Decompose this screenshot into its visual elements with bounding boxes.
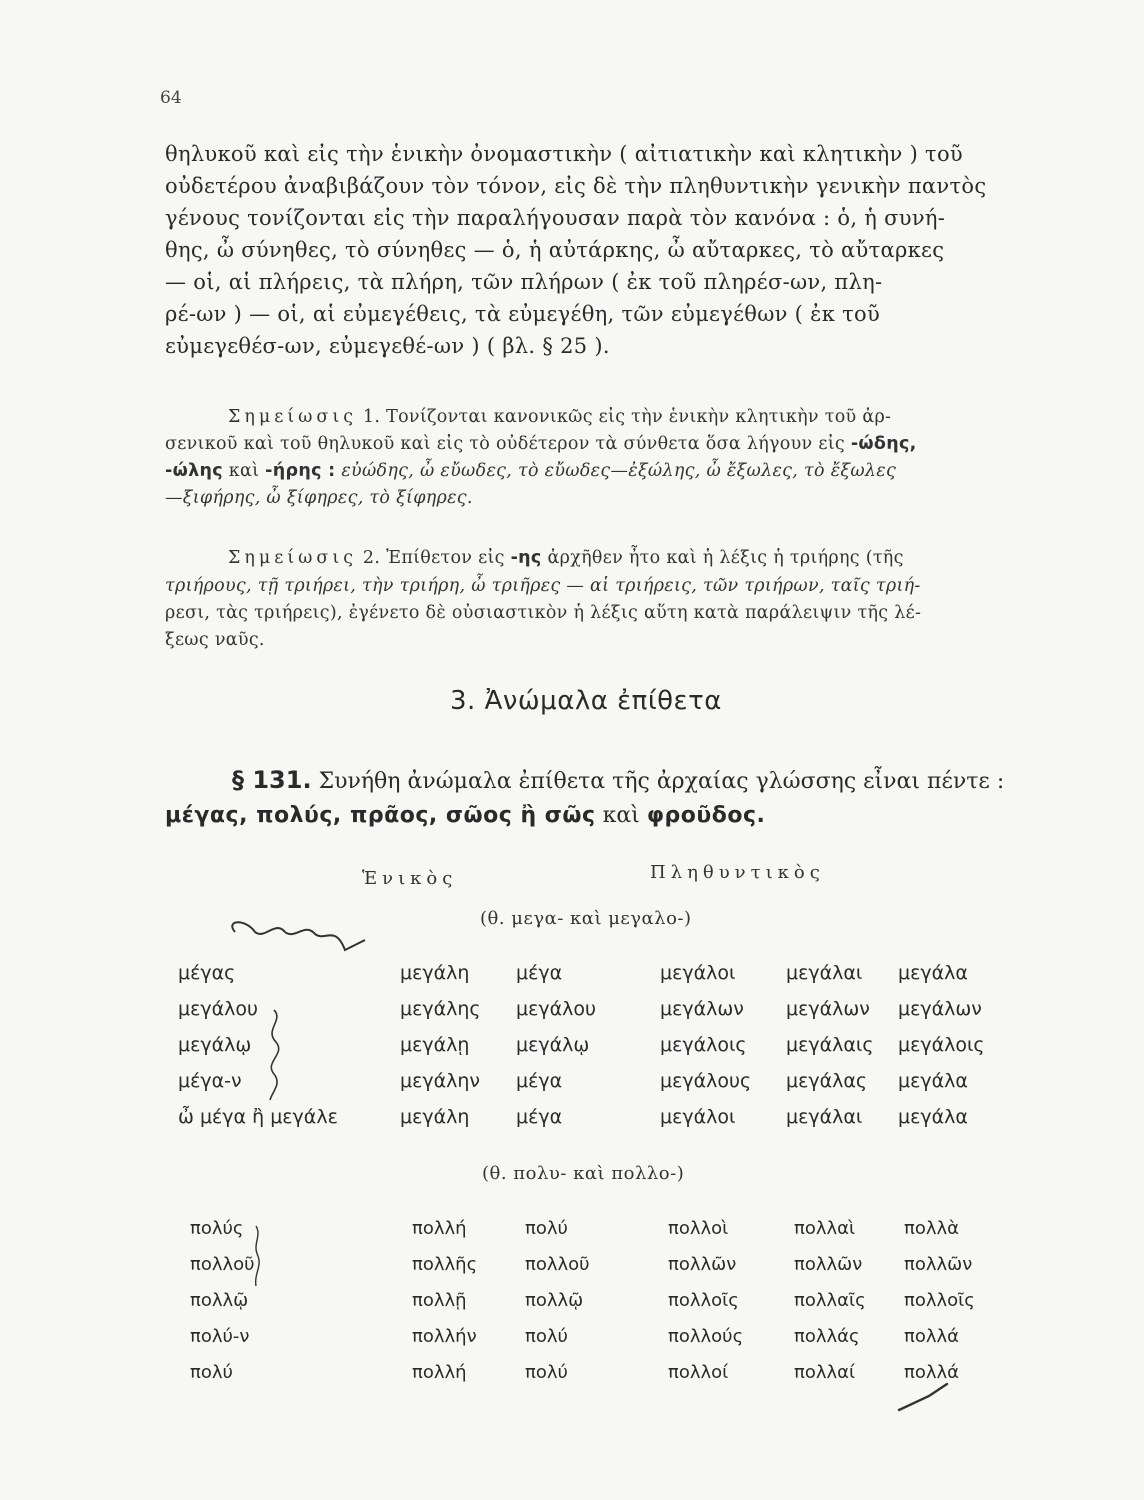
note-text: τριήρους, τῇ τριήρει, τὴν τριήρη, ὦ τριῆρες — αἱ τριήρεις, τῶν τριήρων, ταῖς τριή-: [165, 576, 921, 596]
table-cell: μεγάλων: [786, 998, 870, 1020]
table-cell: μεγάλῳ: [516, 1034, 590, 1056]
table-cell: μεγάλους: [660, 1070, 752, 1092]
intro-line: — οἱ, αἱ πλήρεις, τὰ πλήρη, τῶν πλήρων ( ἐκ τοῦ πληρέσ-ων, πλη-: [165, 270, 883, 294]
note-number: 2.: [362, 548, 381, 568]
table-cell: πολλῷ: [190, 1289, 249, 1311]
intro-line: θηλυκοῦ καὶ εἰς τὴν ἑνικὴν ὀνομαστικὴν ( αἰτιατικὴν καὶ κλητικὴν ) τοῦ: [165, 142, 963, 166]
intro-line: γένους τονίζονται εἰς τὴν παραλήγουσαν παρὰ τὸν κανόνα : ὁ, ἡ συνή-: [165, 206, 946, 230]
table-cell: πολύ: [525, 1325, 568, 1347]
table-cell: μέγα: [516, 1106, 563, 1128]
table-cell: πολλαί: [794, 1361, 856, 1383]
table-cell: πολύ: [525, 1217, 568, 1239]
table-cell: πολλαὶ: [794, 1217, 856, 1239]
note-text: Ἐπίθετον εἰς: [386, 548, 505, 568]
table-cell: μεγάλου: [516, 998, 596, 1020]
intro-paragraph: [165, 138, 1010, 362]
suffix-term: -ώλης: [165, 461, 223, 481]
note-1: [228, 404, 1073, 431]
section-131: [232, 762, 1077, 800]
bracket-mark: [248, 1222, 268, 1292]
table-cell: μεγάλῃ: [400, 1034, 470, 1056]
table-cell: πολλῷ: [525, 1289, 584, 1311]
table-cell: μεγάλα: [898, 1106, 968, 1128]
suffix-term: -ώδης,: [850, 434, 917, 454]
declension-table-polys: [190, 1210, 1004, 1390]
table-cell: πολλάς: [794, 1325, 860, 1347]
table-cell: πολλήν: [412, 1325, 477, 1347]
intro-line: εὐμεγεθέσ-ων, εὐμεγεθέ-ων ) ( βλ. § 25 ).: [165, 334, 610, 358]
table-cell: πολλή: [412, 1217, 467, 1239]
note-text: ξεως ναῦς.: [165, 630, 265, 650]
table-cell: μεγάλαις: [786, 1034, 874, 1056]
table-cell: πολλῶν: [794, 1253, 863, 1275]
table-cell: μέγα: [516, 1070, 563, 1092]
note-2-body: [165, 573, 1010, 654]
note-label: Σημείωσις: [228, 407, 358, 427]
note-text: ἀρχῆθεν ἦτο καὶ ἡ λέξις ἡ τριήρης (τῆς: [547, 548, 904, 568]
note-text: σενικοῦ καὶ τοῦ θηλυκοῦ καὶ εἰς τὸ οὐδέτερον τὰ σύνθετα ὅσα λήγουν εἰς: [165, 434, 845, 454]
table-cell: μεγάλαι: [786, 1106, 863, 1128]
stem-note-polys: (θ. πολυ- καὶ πολλο-): [482, 1163, 685, 1184]
table-cell: πολλοὶ: [668, 1217, 729, 1239]
table-cell: πολλοῦ: [190, 1253, 255, 1275]
section-131-words: [165, 798, 1010, 834]
table-cell: πολλὰ: [904, 1217, 960, 1239]
adjective-last: φροῦδος.: [646, 803, 766, 828]
suffix-term: -ης: [510, 548, 542, 568]
table-cell: μεγάλου: [178, 998, 258, 1020]
table-cell: μεγάλας: [786, 1070, 868, 1092]
conjunction: καὶ: [228, 461, 260, 481]
section-text: Συνήθη ἀνώμαλα ἐπίθετα τῆς ἀρχαίας γλώσσης εἶναι πέντε :: [318, 769, 1005, 794]
pen-mark-dash: [895, 1378, 955, 1418]
singular-header: Ἑνικὸς: [362, 868, 458, 889]
table-cell: πολλοῦ: [525, 1253, 590, 1275]
table-cell: μεγάλων: [898, 998, 982, 1020]
bracket-mark: [262, 1000, 292, 1110]
section-heading: 3. Ἀνώμαλα ἐπίθετα: [450, 686, 722, 716]
suffix-term: -ήρης :: [265, 461, 336, 481]
table-cell: πολλῆς: [412, 1253, 478, 1275]
table-cell: πολλοῖς: [904, 1289, 975, 1311]
table-cell: πολλά: [904, 1325, 960, 1347]
table-cell: μέγα: [516, 962, 563, 984]
table-cell: πολλῶν: [668, 1253, 737, 1275]
intro-line: ρέ-ων ) — οἱ, αἱ εὐμεγέθεις, τὰ εὐμεγέθη, τῶν εὐμεγέθων ( ἐκ τοῦ: [165, 302, 881, 326]
table-cell: μεγάλα: [898, 962, 968, 984]
table-cell: πολλοί: [668, 1361, 729, 1383]
table-row: [190, 1210, 1004, 1246]
note-text: Τονίζονται κανονικῶς εἰς τὴν ἑνικὴν κλητικὴν τοῦ ἀρ-: [386, 407, 892, 427]
table-row: [190, 1318, 1004, 1354]
note-2: [228, 545, 1073, 572]
note-text: ρεσι, τὰς τριήρεις), ἐγένετο δὲ οὐσιαστικὸν ἡ λέξις αὕτη κατὰ παράλειψιν τῆς λέ-: [165, 603, 922, 623]
table-cell: μεγάλων: [660, 998, 744, 1020]
table-row: [190, 1282, 1004, 1318]
table-cell: μεγάλαι: [786, 962, 863, 984]
table-row: [178, 991, 998, 1027]
note-label: Σημείωσις: [228, 548, 358, 568]
intro-line: θης, ὦ σύνηθες, τὸ σύνηθες — ὁ, ἡ αὐτάρκης, ὦ αὔταρκες, τὸ αὔταρκες: [165, 238, 945, 262]
table-cell: μέγας: [178, 962, 236, 984]
declension-table-megas: [178, 955, 998, 1135]
stem-note-megas: (θ. μεγα- καὶ μεγαλο-): [480, 908, 692, 929]
table-cell: πολύ: [525, 1361, 568, 1383]
adjective-list: μέγας, πολύς, πρᾶος, σῶος ἢ σῶς: [165, 803, 596, 828]
table-cell: μεγάλοι: [660, 1106, 736, 1128]
intro-line: οὐδετέρου ἀναβιβάζουν τὸν τόνον, εἰς δὲ τὴν πληθυντικὴν γενικὴν παντὸς: [165, 174, 987, 198]
table-cell: πολλῶν: [904, 1253, 973, 1275]
table-cell: πολλούς: [668, 1325, 744, 1347]
page-number: 64: [160, 88, 182, 108]
table-cell: πολύ-ν: [190, 1325, 250, 1347]
table-row: [190, 1246, 1004, 1282]
note-examples: εὐώδης, ὦ εὔωδες, τὸ εὔωδες—ἐξώλης, ὦ ἔξωλες, τὸ ἔξωλες: [341, 461, 897, 481]
table-cell: μεγάλοις: [660, 1034, 747, 1056]
table-cell: μεγάλα: [898, 1070, 968, 1092]
table-cell: μεγάλη: [400, 962, 470, 984]
table-cell: μεγάλοις: [898, 1034, 985, 1056]
table-cell: ὦ μέγα ἢ μεγάλε: [178, 1106, 338, 1128]
table-row: [178, 1063, 998, 1099]
table-cell: πολλαῖς: [794, 1289, 866, 1311]
note-text: —ξιφήρης, ὦ ξίφηρες, τὸ ξίφηρες.: [165, 488, 473, 508]
note-number: 1.: [362, 407, 381, 427]
table-cell: μεγάλην: [400, 1070, 481, 1092]
table-cell: μέγα-ν: [178, 1070, 242, 1092]
table-cell: πολλή: [412, 1361, 467, 1383]
table-row: [178, 1099, 998, 1135]
table-row: [178, 1027, 998, 1063]
note-1-body: [165, 431, 1010, 512]
section-number: § 131.: [232, 766, 312, 794]
table-cell: πολύ: [190, 1361, 233, 1383]
conjunction: καὶ: [602, 803, 640, 828]
table-cell: πολύς: [190, 1217, 244, 1239]
table-cell: μεγάλης: [400, 998, 481, 1020]
table-cell: μεγάλοι: [660, 962, 736, 984]
table-cell: μεγάλη: [400, 1106, 470, 1128]
table-cell: μεγάλῳ: [178, 1034, 252, 1056]
table-cell: πολλοῖς: [668, 1289, 739, 1311]
table-cell: πολλῇ: [412, 1289, 467, 1311]
plural-header: Πληθυντικὸς: [650, 862, 825, 883]
table-row: [190, 1354, 1004, 1390]
table-row: [178, 955, 998, 991]
table-cell: πολλά: [904, 1361, 960, 1383]
